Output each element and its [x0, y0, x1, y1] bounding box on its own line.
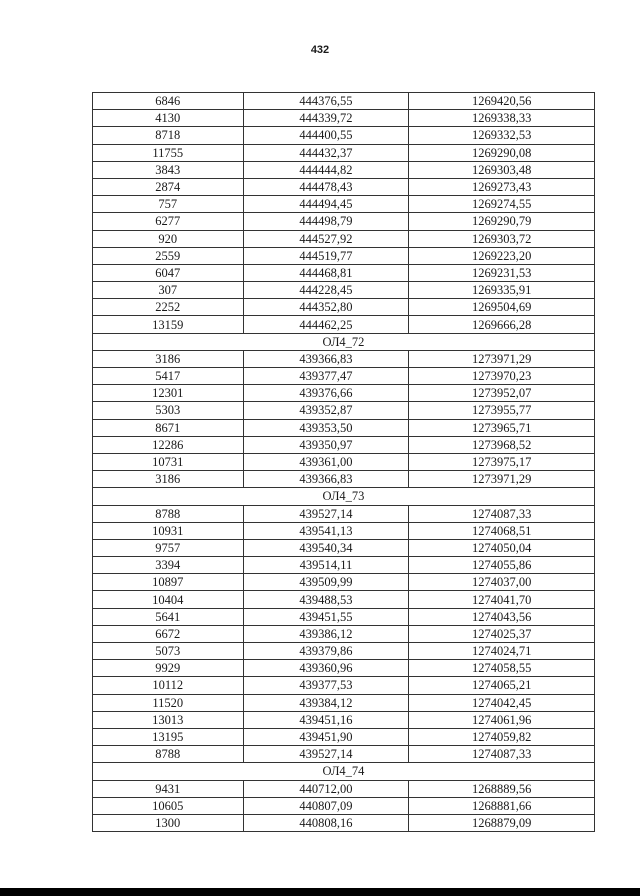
y-coordinate-cell: 1268879,09: [409, 814, 595, 831]
table-row: [93, 574, 595, 591]
point-number-cell: 6846: [93, 93, 244, 110]
coordinates-table-container: [92, 92, 595, 832]
table-row: [93, 299, 595, 316]
x-coordinate-cell: 439360,96: [243, 660, 409, 677]
point-number-cell: 4130: [93, 110, 244, 127]
y-coordinate-cell: 1274024,71: [409, 643, 595, 660]
point-number-cell: 13159: [93, 316, 244, 333]
y-coordinate-cell: 1269303,48: [409, 161, 595, 178]
y-coordinate-cell: 1274041,70: [409, 591, 595, 608]
y-coordinate-cell: 1268881,66: [409, 797, 595, 814]
x-coordinate-cell: 439366,83: [243, 471, 409, 488]
point-number-cell: 6047: [93, 264, 244, 281]
point-number-cell: 3394: [93, 557, 244, 574]
table-row: [93, 385, 595, 402]
y-coordinate-cell: 1274043,56: [409, 608, 595, 625]
section-header-row: [93, 488, 595, 505]
point-number-cell: 2874: [93, 178, 244, 195]
section-header-row: [93, 333, 595, 350]
x-coordinate-cell: 440808,16: [243, 814, 409, 831]
table-row: [93, 539, 595, 556]
point-number-cell: 3843: [93, 161, 244, 178]
point-number-cell: 2252: [93, 299, 244, 316]
x-coordinate-cell: 439527,14: [243, 746, 409, 763]
point-number-cell: 757: [93, 196, 244, 213]
y-coordinate-cell: 1269273,43: [409, 178, 595, 195]
y-coordinate-cell: 1269420,56: [409, 93, 595, 110]
x-coordinate-cell: 444376,55: [243, 93, 409, 110]
table-row: [93, 264, 595, 281]
y-coordinate-cell: 1274055,86: [409, 557, 595, 574]
table-row: [93, 557, 595, 574]
table-row: [93, 780, 595, 797]
x-coordinate-cell: 439488,53: [243, 591, 409, 608]
table-row: [93, 282, 595, 299]
point-number-cell: 13195: [93, 728, 244, 745]
table-row: [93, 247, 595, 264]
x-coordinate-cell: 444468,81: [243, 264, 409, 281]
table-row: [93, 660, 595, 677]
y-coordinate-cell: 1269666,28: [409, 316, 595, 333]
point-number-cell: 5303: [93, 402, 244, 419]
point-number-cell: 11520: [93, 694, 244, 711]
point-number-cell: 8718: [93, 127, 244, 144]
table-row: [93, 213, 595, 230]
table-row: [93, 196, 595, 213]
point-number-cell: 9929: [93, 660, 244, 677]
point-number-cell: 3186: [93, 350, 244, 367]
x-coordinate-cell: 439376,66: [243, 385, 409, 402]
table-row: [93, 728, 595, 745]
y-coordinate-cell: 1274025,37: [409, 625, 595, 642]
x-coordinate-cell: 444498,79: [243, 213, 409, 230]
point-number-cell: 307: [93, 282, 244, 299]
point-number-cell: 3186: [93, 471, 244, 488]
y-coordinate-cell: 1274058,55: [409, 660, 595, 677]
point-number-cell: 8671: [93, 419, 244, 436]
table-row: [93, 127, 595, 144]
y-coordinate-cell: 1273968,52: [409, 436, 595, 453]
section-header-row: [93, 763, 595, 780]
section-title: ОЛ4_74: [93, 763, 595, 780]
x-coordinate-cell: 444519,77: [243, 247, 409, 264]
x-coordinate-cell: 444228,45: [243, 282, 409, 299]
y-coordinate-cell: 1274087,33: [409, 746, 595, 763]
point-number-cell: 920: [93, 230, 244, 247]
point-number-cell: 5417: [93, 368, 244, 385]
table-row: [93, 608, 595, 625]
y-coordinate-cell: 1273965,71: [409, 419, 595, 436]
table-row: [93, 677, 595, 694]
x-coordinate-cell: 440712,00: [243, 780, 409, 797]
y-coordinate-cell: 1274037,00: [409, 574, 595, 591]
x-coordinate-cell: 439541,13: [243, 522, 409, 539]
x-coordinate-cell: 444444,82: [243, 161, 409, 178]
y-coordinate-cell: 1274061,96: [409, 711, 595, 728]
x-coordinate-cell: 439377,47: [243, 368, 409, 385]
point-number-cell: 10897: [93, 574, 244, 591]
x-coordinate-cell: 444527,92: [243, 230, 409, 247]
table-row: [93, 144, 595, 161]
x-coordinate-cell: 439379,86: [243, 643, 409, 660]
y-coordinate-cell: 1269303,72: [409, 230, 595, 247]
x-coordinate-cell: 439451,90: [243, 728, 409, 745]
x-coordinate-cell: 440807,09: [243, 797, 409, 814]
table-row: [93, 643, 595, 660]
point-number-cell: 9757: [93, 539, 244, 556]
x-coordinate-cell: 439350,97: [243, 436, 409, 453]
table-row: [93, 178, 595, 195]
table-row: [93, 797, 595, 814]
x-coordinate-cell: 444352,80: [243, 299, 409, 316]
y-coordinate-cell: 1269231,53: [409, 264, 595, 281]
table-row: [93, 625, 595, 642]
table-row: [93, 419, 595, 436]
page-number: 432: [310, 44, 330, 56]
section-title: ОЛ4_73: [93, 488, 595, 505]
table-row: [93, 93, 595, 110]
y-coordinate-cell: 1274065,21: [409, 677, 595, 694]
point-number-cell: 9431: [93, 780, 244, 797]
x-coordinate-cell: 439451,16: [243, 711, 409, 728]
table-row: [93, 368, 595, 385]
y-coordinate-cell: 1273952,07: [409, 385, 595, 402]
y-coordinate-cell: 1269332,53: [409, 127, 595, 144]
x-coordinate-cell: 444400,55: [243, 127, 409, 144]
point-number-cell: 10931: [93, 522, 244, 539]
y-coordinate-cell: 1273975,17: [409, 453, 595, 470]
x-coordinate-cell: 439352,87: [243, 402, 409, 419]
table-row: [93, 591, 595, 608]
x-coordinate-cell: 439384,12: [243, 694, 409, 711]
point-number-cell: 5073: [93, 643, 244, 660]
point-number-cell: 10605: [93, 797, 244, 814]
table-row: [93, 471, 595, 488]
table-row: [93, 350, 595, 367]
point-number-cell: 10404: [93, 591, 244, 608]
x-coordinate-cell: 439377,53: [243, 677, 409, 694]
table-row: [93, 694, 595, 711]
y-coordinate-cell: 1269338,33: [409, 110, 595, 127]
section-title: ОЛ4_72: [93, 333, 595, 350]
table-row: [93, 711, 595, 728]
y-coordinate-cell: 1269335,91: [409, 282, 595, 299]
y-coordinate-cell: 1274042,45: [409, 694, 595, 711]
point-number-cell: 12286: [93, 436, 244, 453]
table-row: [93, 402, 595, 419]
table-row: [93, 814, 595, 831]
point-number-cell: 10731: [93, 453, 244, 470]
table-row: [93, 522, 595, 539]
y-coordinate-cell: 1274059,82: [409, 728, 595, 745]
point-number-cell: 8788: [93, 505, 244, 522]
x-coordinate-cell: 439509,99: [243, 574, 409, 591]
y-coordinate-cell: 1269290,79: [409, 213, 595, 230]
x-coordinate-cell: 439366,83: [243, 350, 409, 367]
point-number-cell: 13013: [93, 711, 244, 728]
point-number-cell: 5641: [93, 608, 244, 625]
y-coordinate-cell: 1269274,55: [409, 196, 595, 213]
x-coordinate-cell: 439386,12: [243, 625, 409, 642]
y-coordinate-cell: 1269290,08: [409, 144, 595, 161]
y-coordinate-cell: 1274087,33: [409, 505, 595, 522]
y-coordinate-cell: 1268889,56: [409, 780, 595, 797]
point-number-cell: 11755: [93, 144, 244, 161]
y-coordinate-cell: 1273971,29: [409, 471, 595, 488]
x-coordinate-cell: 444478,43: [243, 178, 409, 195]
y-coordinate-cell: 1269504,69: [409, 299, 595, 316]
point-number-cell: 8788: [93, 746, 244, 763]
table-row: [93, 230, 595, 247]
point-number-cell: 1300: [93, 814, 244, 831]
y-coordinate-cell: 1273955,77: [409, 402, 595, 419]
x-coordinate-cell: 439451,55: [243, 608, 409, 625]
y-coordinate-cell: 1274068,51: [409, 522, 595, 539]
x-coordinate-cell: 439540,34: [243, 539, 409, 556]
x-coordinate-cell: 444432,37: [243, 144, 409, 161]
point-number-cell: 12301: [93, 385, 244, 402]
x-coordinate-cell: 439514,11: [243, 557, 409, 574]
y-coordinate-cell: 1269223,20: [409, 247, 595, 264]
coordinates-table-body: [93, 93, 595, 832]
x-coordinate-cell: 439353,50: [243, 419, 409, 436]
table-row: [93, 746, 595, 763]
table-row: [93, 316, 595, 333]
x-coordinate-cell: 439527,14: [243, 505, 409, 522]
point-number-cell: 6672: [93, 625, 244, 642]
table-row: [93, 453, 595, 470]
point-number-cell: 6277: [93, 213, 244, 230]
table-row: [93, 110, 595, 127]
point-number-cell: 2559: [93, 247, 244, 264]
y-coordinate-cell: 1273970,23: [409, 368, 595, 385]
coordinates-table: [92, 92, 595, 832]
y-coordinate-cell: 1273971,29: [409, 350, 595, 367]
scan-border: [0, 888, 640, 896]
x-coordinate-cell: 439361,00: [243, 453, 409, 470]
x-coordinate-cell: 444339,72: [243, 110, 409, 127]
y-coordinate-cell: 1274050,04: [409, 539, 595, 556]
x-coordinate-cell: 444462,25: [243, 316, 409, 333]
table-row: [93, 161, 595, 178]
point-number-cell: 10112: [93, 677, 244, 694]
x-coordinate-cell: 444494,45: [243, 196, 409, 213]
table-row: [93, 505, 595, 522]
table-row: [93, 436, 595, 453]
